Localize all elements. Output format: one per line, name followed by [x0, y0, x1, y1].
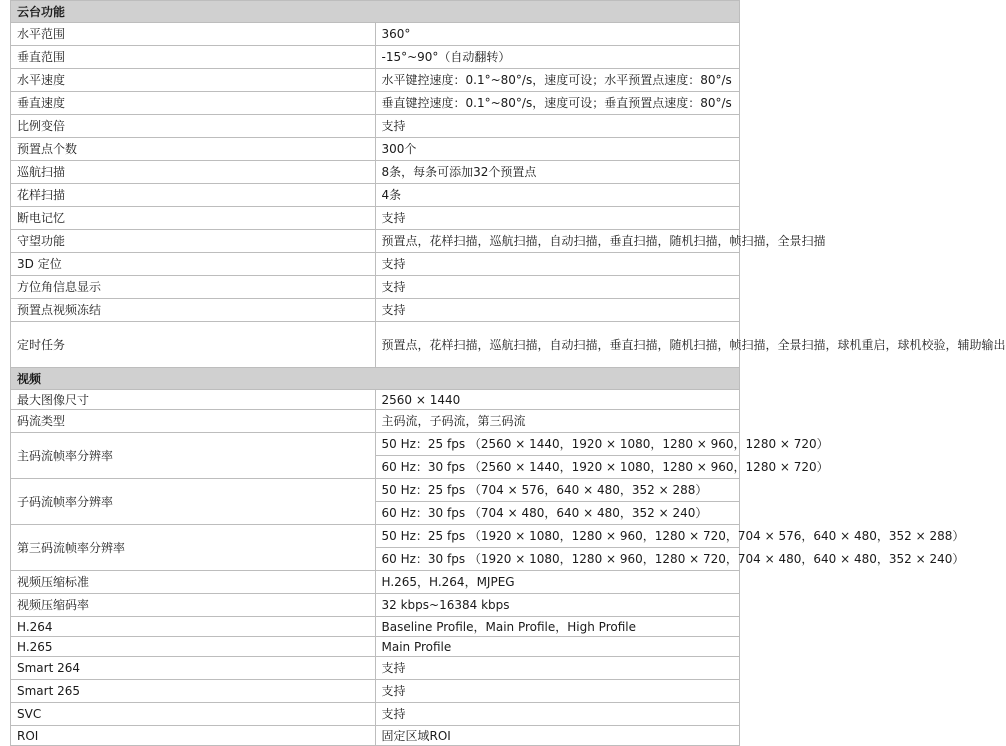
row-label: 水平范围 [11, 23, 376, 46]
row-value: H.265，H.264，MJPEG [375, 571, 740, 594]
table-row [11, 433, 740, 479]
table-row [11, 703, 740, 726]
row-value-line: 60 Hz：30 fps （704 × 480，640 × 480，352 × 240） [381, 506, 708, 520]
row-value-line: 50 Hz：25 fps （1920 × 1080，1280 × 960，1280 × 720，704 × 576，640 × 480，352 × 288） [376, 525, 740, 548]
row-label: 视频压缩码率 [11, 594, 376, 617]
row-value: 支持 [375, 115, 740, 138]
row-value: 8条，每条可添加32个预置点 [375, 161, 740, 184]
row-label: 垂直范围 [11, 46, 376, 69]
row-label: 花样扫描 [11, 184, 376, 207]
row-value-line: 60 Hz：30 fps （2560 × 1440，1920 × 1080，1280 × 960，1280 × 720） [381, 460, 829, 474]
table-row [11, 680, 740, 703]
row-value-split [375, 479, 740, 525]
row-value-line: 50 Hz：25 fps （704 × 576，640 × 480，352 × 288） [376, 479, 740, 502]
row-label: 子码流帧率分辨率 [11, 479, 376, 525]
row-label: 预置点视频冻结 [11, 299, 376, 322]
row-label: Smart 264 [11, 657, 376, 680]
row-label: 巡航扫描 [11, 161, 376, 184]
table-row [11, 230, 740, 253]
table-row [11, 184, 740, 207]
row-value: Main Profile [375, 637, 740, 657]
row-label: SVC [11, 703, 376, 726]
table-row [11, 726, 740, 746]
row-value-line: 60 Hz：30 fps （1920 × 1080，1280 × 960，1280 × 720，704 × 480，640 × 480，352 × 240） [381, 552, 965, 566]
table-row [11, 479, 740, 525]
section-header-ptz [11, 1, 740, 23]
row-label: 断电记忆 [11, 207, 376, 230]
row-label: ROI [11, 726, 376, 746]
row-value: 360° [375, 23, 740, 46]
row-label: 比例变倍 [11, 115, 376, 138]
table-row [11, 161, 740, 184]
row-value: 2560 × 1440 [375, 390, 740, 410]
table-row [11, 207, 740, 230]
row-value: 水平键控速度：0.1°~80°/s，速度可设；水平预置点速度：80°/s [375, 69, 740, 92]
table-row [11, 657, 740, 680]
table-row [11, 299, 740, 322]
row-value-multiline [375, 322, 1006, 368]
row-value: 固定区域ROI [375, 726, 740, 746]
table-row [11, 410, 740, 433]
row-value-line: 50 Hz：25 fps （2560 × 1440，1920 × 1080，1280 × 960，1280 × 720） [376, 433, 740, 456]
table-row [11, 69, 740, 92]
row-value: 支持 [375, 680, 740, 703]
row-label: 第三码流帧率分辨率 [11, 525, 376, 571]
row-value-split [375, 433, 829, 479]
row-value: 4条 [375, 184, 740, 207]
row-value: 支持 [375, 207, 740, 230]
row-value: 支持 [375, 657, 740, 680]
row-label: 垂直速度 [11, 92, 376, 115]
row-value: 支持 [375, 299, 740, 322]
table-row [11, 390, 740, 410]
row-value: 垂直键控速度：0.1°~80°/s，速度可设；垂直预置点速度：80°/s [375, 92, 740, 115]
row-value: 支持 [375, 703, 740, 726]
row-label: 码流类型 [11, 410, 376, 433]
table-row [11, 138, 740, 161]
row-label: H.265 [11, 637, 376, 657]
row-value: 预置点，花样扫描，巡航扫描，自动扫描，垂直扫描，随机扫描，帧扫描，全景扫描 [375, 230, 740, 253]
section-title: 云台功能 [11, 1, 740, 23]
table-row [11, 23, 740, 46]
row-label: 最大图像尺寸 [11, 390, 376, 410]
row-label: 视频压缩标准 [11, 571, 376, 594]
table-row [11, 115, 740, 138]
table-row [11, 46, 740, 69]
table-row [11, 637, 740, 657]
table-row [11, 322, 740, 368]
row-value: 预置点，花样扫描，巡航扫描，自动扫描，垂直扫描，随机扫描，帧扫描，全景扫描，球机重启，球机校验，辅助输出 [381, 337, 1006, 352]
row-label: H.264 [11, 617, 376, 637]
table-row [11, 594, 740, 617]
spec-table [10, 0, 1006, 746]
table-row [11, 617, 740, 637]
row-value: 支持 [375, 253, 740, 276]
row-value: 主码流，子码流，第三码流 [375, 410, 740, 433]
row-label: 预置点个数 [11, 138, 376, 161]
row-label: 主码流帧率分辨率 [11, 433, 376, 479]
row-value: 32 kbps~16384 kbps [375, 594, 740, 617]
row-value: 300个 [375, 138, 740, 161]
row-label: Smart 265 [11, 680, 376, 703]
row-label: 水平速度 [11, 69, 376, 92]
row-value-split [375, 525, 965, 571]
table-row [11, 276, 740, 299]
row-label: 定时任务 [11, 322, 376, 368]
table-row [11, 92, 740, 115]
row-value: 支持 [375, 276, 740, 299]
row-value: -15°~90°（自动翻转） [375, 46, 740, 69]
row-label: 守望功能 [11, 230, 376, 253]
row-label: 3D 定位 [11, 253, 376, 276]
row-label: 方位角信息显示 [11, 276, 376, 299]
table-row [11, 571, 740, 594]
section-title: 视频 [11, 368, 740, 390]
row-value: Baseline Profile，Main Profile，High Profile [375, 617, 740, 637]
section-header-video [11, 368, 740, 390]
table-row [11, 253, 740, 276]
table-row [11, 525, 740, 571]
